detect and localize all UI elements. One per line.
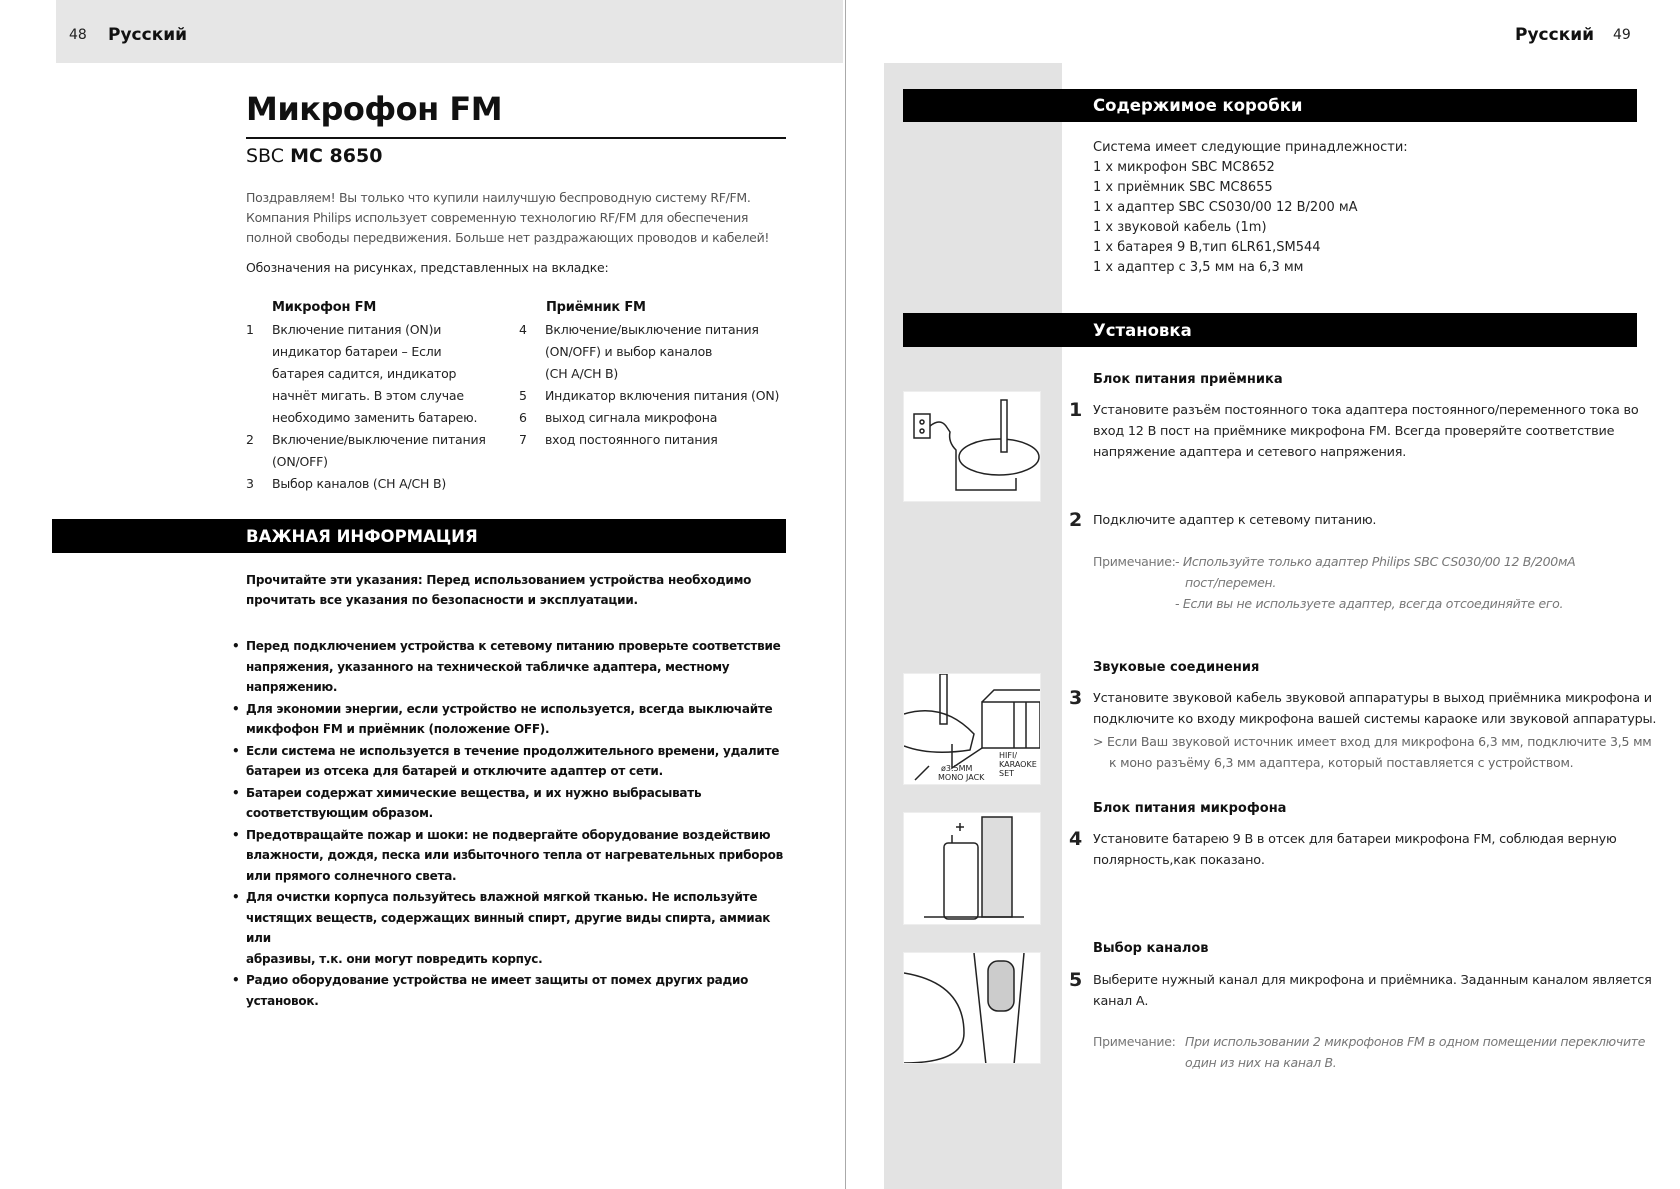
intro-line: Компания Philips использует современную технологию RF/FM для обеспечения	[246, 210, 749, 225]
safety-bullet	[232, 699, 792, 740]
bullet-dot: •	[232, 785, 240, 800]
model-code: MC 8650	[290, 145, 383, 167]
battery-illustration	[903, 812, 1041, 925]
bullet-dot: •	[232, 973, 240, 987]
step-body	[1069, 828, 1653, 871]
contents-item: 1 x адаптер SBC CS030/00 12 В/200 мА	[1093, 200, 1358, 215]
subheading-receiver-power: Блок питания приёмника	[1093, 372, 1283, 387]
step-line: Выберите нужный канал для микрофона и приёмника. Заданным каналом является	[1093, 973, 1652, 988]
model-number	[246, 145, 382, 167]
mic-heading: Микрофон FM	[272, 300, 377, 315]
left-page-number: 48	[69, 27, 87, 43]
contents-item: 1 x приёмник SBC MC8655	[1093, 180, 1273, 195]
legend-item	[246, 473, 496, 495]
note-label: Примечание:	[1093, 554, 1176, 569]
channel-selector-illustration	[903, 952, 1041, 1064]
model-prefix: SBC	[246, 145, 285, 167]
bullet-line: напряжению.	[246, 680, 338, 694]
bullet-dot: •	[232, 890, 240, 904]
item-line: Включение/выключение питания	[545, 322, 759, 337]
read-notice-line: прочитать все указания по безопасности и эксплуатации.	[246, 593, 638, 607]
bullet-line: Радио оборудование устройства не имеет защиты от помех других радио	[246, 973, 749, 987]
important-heading: ВАЖНАЯ ИНФОРМАЦИЯ	[246, 526, 478, 546]
contents-item: 1 x батарея 9 В,тип 6LR61,SM544	[1093, 240, 1321, 255]
jack-label: ø3.5MM	[941, 764, 973, 773]
intro-line: полной свободы передвижения. Больше нет раздражающих проводов и кабелей!	[246, 230, 770, 245]
bullet-line: соответствующим образом.	[246, 806, 433, 820]
karaoke-label: KARAOKE	[999, 760, 1037, 769]
legend-item	[519, 385, 799, 407]
step-text	[1093, 510, 1376, 531]
bullet-line: абразивы, т.к. они могут повредить корпус.	[246, 951, 543, 966]
important-info-bar	[52, 519, 786, 553]
bullet-line: Для очистки корпуса пользуйтесь влажной мягкой тканью. Не используйте	[246, 890, 758, 904]
bullet-text	[246, 741, 779, 782]
item-number: 5	[519, 388, 527, 403]
bullet-line: влажности, дождя, песка или избыточного тепла от нагревательных приборов	[246, 848, 783, 862]
contents-bar	[903, 89, 1637, 122]
step-text	[1093, 970, 1652, 1012]
item-number: 4	[519, 322, 527, 337]
right-language-label: Русский	[1515, 25, 1595, 45]
note-line: - Если вы не используете адаптер, всегда отсоединяйте его.	[1175, 596, 1564, 611]
step-2	[1069, 509, 1653, 531]
item-line: вход постоянного питания	[545, 432, 718, 447]
step-line: напряжение адаптера и сетевого напряжения.	[1093, 445, 1407, 460]
step-1	[1069, 399, 1653, 463]
step-line: полярность,как показано.	[1093, 853, 1265, 868]
jack-label: MONO JACK	[938, 773, 985, 782]
bullet-line: Батареи содержат химические вещества, и их нужно выбрасывать	[246, 785, 702, 800]
safety-bullets	[232, 636, 792, 1012]
bullet-dot: •	[232, 827, 240, 842]
step-number: 5	[1069, 969, 1083, 991]
item-number: 1	[246, 322, 254, 337]
item-line: батарея садится, индикатор	[272, 366, 457, 381]
step-text	[1093, 688, 1656, 730]
step-number: 1	[1069, 399, 1083, 421]
bullet-text	[246, 636, 781, 698]
bullet-line: чистящих веществ, содержащих винный спирт, другие виды спирта, аммиак или	[246, 910, 771, 945]
step-body	[1069, 687, 1663, 730]
subheading-mic-power: Блок питания микрофона	[1093, 801, 1287, 816]
item-number: 3	[246, 476, 254, 491]
page-title: Микрофон FM	[246, 90, 503, 128]
item-text	[272, 473, 446, 495]
item-line: (ON/OFF)	[272, 454, 328, 469]
note-line: один из них на канал В.	[1185, 1055, 1337, 1070]
receiver-legend	[519, 297, 799, 451]
step-text	[1093, 829, 1617, 871]
audio-connection-illustration	[903, 673, 1041, 785]
step-line: вход 12 В пост на приёмнике микрофона FM. Всегда проверяйте соответствие	[1093, 424, 1615, 439]
item-line: Индикатор включения питания (ON)	[545, 388, 780, 403]
subheading-channel: Выбор каналов	[1093, 941, 1209, 956]
step-line: Установите разъём постоянного тока адаптера постоянного/переменного тока во	[1093, 403, 1639, 418]
mic-legend	[246, 297, 496, 495]
item-text	[272, 319, 477, 429]
right-page-number: 49	[1613, 27, 1631, 43]
left-language-label: Русский	[108, 25, 188, 45]
item-text	[545, 385, 779, 407]
bullet-line: Перед подключением устройства к сетевому питанию проверьте соответствие	[246, 639, 781, 653]
note-adapter	[1093, 551, 1575, 614]
title-rule	[246, 137, 786, 139]
contents-intro: Система имеет следующие принадлежности:	[1093, 140, 1408, 155]
item-line: (ON/OFF) и выбор каналов	[545, 344, 713, 359]
install-bar	[903, 313, 1637, 347]
item-text	[545, 429, 718, 451]
bullet-line: Если система не используется в течение продолжительного времени, удалите	[246, 743, 780, 758]
bullet-line: батареи из отсека для батарей и отключите адаптер от сети.	[246, 764, 663, 778]
step-body	[1069, 509, 1653, 531]
item-line: Выбор каналов (CH A/CH B)	[272, 476, 447, 491]
item-line: необходимо заменить батарею.	[272, 410, 478, 425]
contents-heading: Содержимое коробки	[1093, 96, 1303, 115]
step-3-sub	[1093, 731, 1652, 773]
bullet-line: Предотвращайте пожар и шоки: не подвергайте оборудование воздействию	[246, 827, 771, 842]
hifi-label: HIFI/	[999, 751, 1018, 760]
item-line: Включение питания (ON)и	[272, 322, 442, 337]
step-3	[1069, 687, 1663, 730]
step-line: Установите батарею 9 В в отсек для батареи микрофона FM, соблюдая верную	[1093, 832, 1617, 847]
step-body	[1069, 969, 1653, 1012]
item-number: 2	[246, 432, 254, 447]
intro-paragraph	[246, 188, 786, 248]
bullet-line: установок.	[246, 993, 319, 1008]
safety-bullet	[232, 783, 792, 824]
legend-item	[519, 319, 799, 385]
bullet-line: Для экономии энергии, если устройство не используется, всегда выключайте	[246, 701, 773, 716]
item-line: индикатор батареи – Если	[272, 344, 442, 359]
receiver-heading: Приёмник FM	[546, 300, 646, 315]
bullet-dot: •	[232, 743, 240, 758]
step-line: канал А.	[1093, 994, 1149, 1009]
contents-item: 1 x микрофон SBC MC8652	[1093, 160, 1275, 175]
page-divider	[845, 0, 846, 1189]
read-notice-line: Прочитайте эти указания: Перед использованием устройства необходимо	[246, 573, 752, 587]
item-line: начнёт мигать. В этом случае	[272, 388, 464, 403]
bullet-text	[246, 783, 701, 824]
note-label: Примечание:	[1093, 1034, 1176, 1049]
step-line: Подключите адаптер к сетевому питанию.	[1093, 513, 1377, 528]
safety-bullet	[232, 970, 792, 1011]
bullet-line: или прямого солнечного света.	[246, 868, 457, 883]
bullet-text	[246, 970, 748, 1011]
legend-intro: Обозначения на рисунках, представленных на вкладке:	[246, 260, 609, 275]
box-contents-list	[1093, 138, 1408, 278]
set-label: SET	[999, 769, 1015, 778]
step-4	[1069, 828, 1653, 871]
step-body	[1069, 399, 1653, 463]
step-3-sub-line: > Если Ваш звуковой источник имеет вход для микрофона 6,3 мм, подключите 3,5 мм	[1093, 734, 1652, 749]
item-text	[545, 407, 717, 429]
safety-bullet	[232, 887, 792, 969]
step-3-sub-line: к моно разъёму 6,3 мм адаптера, который поставляется с устройством.	[1109, 755, 1574, 770]
contents-item: 1 x адаптер с 3,5 мм на 6,3 мм	[1093, 260, 1304, 275]
legend-item	[519, 429, 799, 451]
step-number: 4	[1069, 828, 1083, 850]
item-text	[272, 429, 486, 473]
item-line: Включение/выключение питания	[272, 432, 486, 447]
intro-line: Поздравляем! Вы только что купили наилучшую беспроводную систему RF/FM.	[246, 190, 751, 205]
item-text	[545, 319, 759, 385]
step-text	[1093, 400, 1638, 463]
step-line: подключите ко входу микрофона вашей системы караоке или звуковой аппаратуры.	[1093, 712, 1657, 727]
bullet-text	[246, 825, 783, 887]
bullet-line: микфофон FM и приёмник (положение OFF).	[246, 722, 550, 736]
install-heading: Установка	[1093, 320, 1192, 340]
bullet-dot: •	[232, 701, 240, 716]
receiver-adapter-illustration	[903, 391, 1041, 502]
safety-bullet	[232, 741, 792, 782]
bullet-line: напряжения, указанного на технической табличке адаптера, местному	[246, 659, 730, 674]
bullet-text	[246, 887, 792, 969]
item-number: 6	[519, 410, 527, 425]
step-number: 3	[1069, 687, 1083, 709]
item-number: 7	[519, 432, 527, 447]
safety-bullet	[232, 636, 792, 698]
legend-item	[246, 429, 496, 473]
bullet-dot: •	[232, 639, 240, 653]
contents-item: 1 x звуковой кабель (1m)	[1093, 220, 1267, 235]
note-line: - Используйте только адаптер Philips SBC CS030/00 12 В/200мА	[1175, 554, 1576, 569]
note-line: пост/перемен.	[1185, 575, 1277, 590]
note-line: При использовании 2 микрофонов FM в одном помещении переключите	[1185, 1034, 1646, 1049]
step-5	[1069, 969, 1653, 1012]
step-number: 2	[1069, 509, 1083, 531]
step-line: Установите звуковой кабель звуковой аппаратуры в выход приёмника микрофона и	[1093, 691, 1652, 706]
subheading-audio: Звуковые соединения	[1093, 660, 1260, 675]
read-notice	[246, 570, 751, 610]
bullet-text	[246, 699, 772, 740]
safety-bullet	[232, 825, 792, 887]
item-line: (CH A/CH B)	[545, 366, 619, 381]
note-channel	[1093, 1031, 1645, 1073]
legend-item	[519, 407, 799, 429]
legend-item	[246, 319, 496, 429]
item-line: выход сигнала микрофона	[545, 410, 718, 425]
